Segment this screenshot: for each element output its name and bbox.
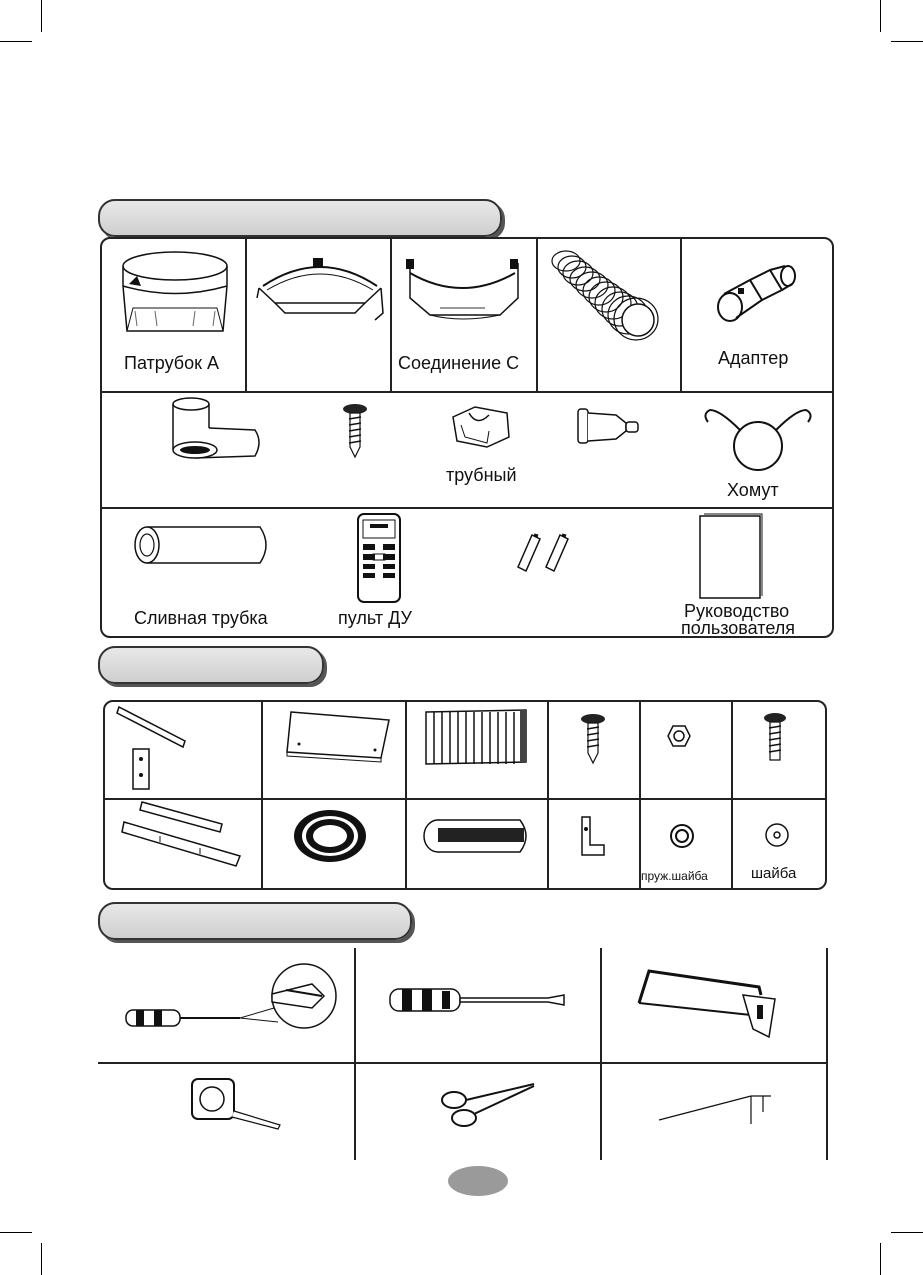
col-divider bbox=[354, 948, 356, 1160]
remote-control-icon bbox=[356, 512, 402, 604]
foam-seal-roll-icon bbox=[290, 806, 370, 866]
item-label-connector-c: Соединение С bbox=[398, 353, 520, 373]
tape-roll-icon bbox=[420, 818, 535, 854]
curtain-icon bbox=[422, 708, 532, 766]
section1-header bbox=[98, 199, 502, 237]
window-adapter-a-icon bbox=[115, 246, 235, 346]
crop-mark bbox=[880, 1243, 881, 1275]
crop-mark bbox=[0, 41, 32, 42]
rail-set-icon bbox=[120, 800, 245, 870]
hose-clamp-icon bbox=[700, 400, 820, 475]
manual-icon bbox=[696, 512, 766, 602]
item-label-manual-line2: пользователя bbox=[681, 618, 795, 638]
col-divider bbox=[731, 702, 733, 888]
col-divider bbox=[639, 702, 641, 888]
col-divider bbox=[390, 239, 392, 391]
screw-icon bbox=[340, 403, 370, 459]
section3-header bbox=[98, 902, 412, 940]
batteries-icon bbox=[514, 533, 584, 573]
plug-icon bbox=[576, 405, 646, 450]
hacksaw-icon bbox=[635, 965, 780, 1040]
item-label-adapter-a: Патрубок А bbox=[124, 353, 220, 373]
row-divider bbox=[98, 1062, 828, 1064]
item-label-clamp: Хомут bbox=[727, 480, 779, 500]
item-label-adapter: Адаптер bbox=[718, 348, 789, 368]
pencil-icon bbox=[655, 1088, 775, 1124]
pipe-clip-icon bbox=[447, 403, 517, 453]
row-divider bbox=[102, 391, 832, 393]
col-divider bbox=[245, 239, 247, 391]
plate-icon bbox=[285, 710, 395, 760]
item-label-spring-washer: пруж.шайба bbox=[641, 869, 708, 883]
item-label-remote: пульт ДУ bbox=[338, 608, 412, 628]
crop-mark bbox=[41, 0, 42, 32]
phillips-screwdriver-icon bbox=[122, 962, 337, 1034]
screw-icon bbox=[578, 713, 608, 765]
scissors-icon bbox=[438, 1080, 538, 1130]
crop-mark bbox=[891, 1232, 923, 1233]
flat-screwdriver-icon bbox=[388, 985, 568, 1015]
col-divider bbox=[826, 948, 828, 1160]
exhaust-hose-icon bbox=[548, 247, 663, 342]
item-label-manual-line1: Руководство bbox=[684, 601, 790, 621]
page-number-oval bbox=[448, 1166, 508, 1196]
nut-icon bbox=[667, 724, 691, 748]
crop-mark bbox=[41, 1243, 42, 1275]
bracket-rail-icon bbox=[115, 705, 190, 793]
crop-mark bbox=[0, 1232, 32, 1233]
adapter-icon bbox=[710, 262, 800, 327]
col-divider bbox=[680, 239, 682, 391]
row-divider bbox=[102, 507, 832, 509]
col-divider bbox=[600, 948, 602, 1160]
col-divider bbox=[547, 702, 549, 888]
elbow-pipe-icon bbox=[165, 398, 265, 463]
col-divider bbox=[261, 702, 263, 888]
section2-header bbox=[98, 646, 324, 684]
window-slider-bracket-icon bbox=[255, 258, 385, 328]
tape-measure-icon bbox=[188, 1073, 283, 1133]
spring-washer-icon bbox=[669, 823, 695, 849]
col-divider bbox=[405, 702, 407, 888]
connector-c-icon bbox=[400, 253, 525, 328]
item-label-drain-pipe: Сливная трубка bbox=[134, 608, 268, 628]
col-divider bbox=[536, 239, 538, 391]
crop-mark bbox=[880, 0, 881, 32]
crop-mark bbox=[891, 41, 923, 42]
item-label-washer: шайба bbox=[751, 865, 797, 882]
l-bracket-icon bbox=[578, 815, 608, 860]
washer-icon bbox=[764, 822, 790, 848]
drain-pipe-icon bbox=[130, 525, 275, 565]
item-label-pipe-clip: трубный bbox=[446, 465, 517, 485]
bolt-icon bbox=[762, 712, 788, 762]
